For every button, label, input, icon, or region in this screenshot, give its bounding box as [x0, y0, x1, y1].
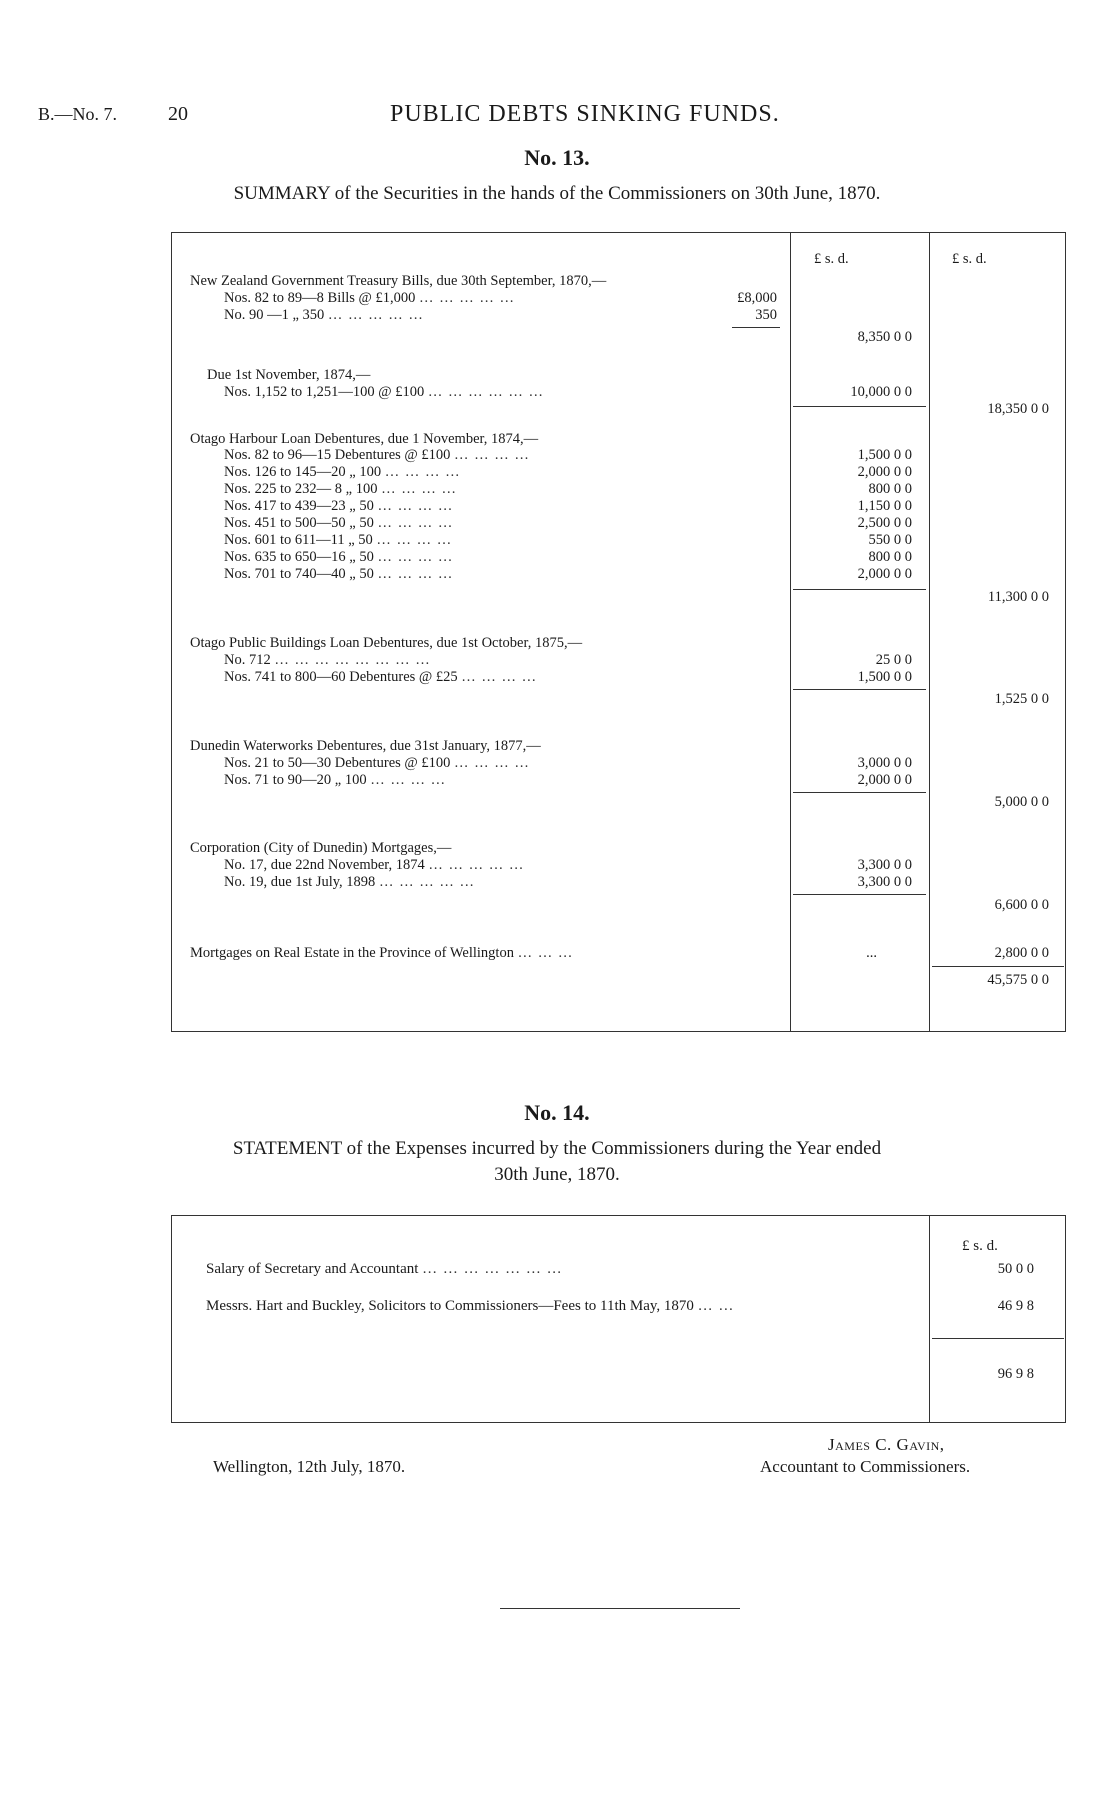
table-row: Nos. 21 to 50—30 Debentures @ £100 … … … …: [224, 755, 530, 771]
table-row: Nos. 601 to 611—11 „ 50 … … … …: [224, 532, 453, 548]
table-13-number: No. 13.: [524, 145, 590, 170]
row-amount: 10,000 0 0: [850, 384, 912, 400]
place-and-date: Wellington, 12th July, 1870.: [213, 1457, 406, 1476]
column-rule: [929, 233, 930, 1031]
row-amount: 800 0 0: [868, 549, 912, 565]
table-14-number: No. 14.: [524, 1100, 590, 1125]
signatory-title: Accountant to Commissioners.: [760, 1457, 971, 1476]
table-row: Nos. 126 to 145—20 „ 100 … … … …: [224, 464, 461, 480]
row-amount: 1,500 0 0: [857, 447, 912, 463]
row-amount: 2,000 0 0: [857, 566, 912, 582]
table-row: No. 712 … … … … … … … …: [224, 652, 431, 668]
column-header-pounds: £ s. d.: [814, 251, 849, 267]
row-description: Nos. 82 to 89—8 Bills @ £1,000 … … … … …: [224, 290, 516, 306]
row-description: Nos. 1,152 to 1,251—100 @ £100 … … … … … …: [224, 384, 544, 400]
row-amount: 46 9 8: [997, 1298, 1034, 1314]
total-rule: [932, 966, 1064, 967]
table-row: No. 17, due 22nd November, 1874 … … … … …: [224, 857, 525, 873]
subtotal-rule: [793, 894, 926, 895]
section-subheading: Due 1st November, 1874,—: [207, 367, 371, 383]
subtotal-rule: [793, 589, 926, 590]
column-rule: [790, 233, 791, 1031]
group-total: 18,350 0 0: [987, 401, 1049, 417]
row-amount: 1,150 0 0: [857, 498, 912, 514]
row-amount: £8,000: [737, 290, 777, 306]
row-amount: 3,300 0 0: [857, 857, 912, 873]
row-amount: 25 0 0: [875, 652, 912, 668]
subtotal-amount: 8,350 0 0: [857, 329, 912, 345]
column-header-pounds: £ s. d.: [952, 251, 987, 267]
group-total: 1,525 0 0: [994, 691, 1049, 707]
section-heading-nz-treasury: New Zealand Government Treasury Bills, due 30th September, 1870,—: [190, 273, 607, 289]
table-row: Nos. 82 to 96—15 Debentures @ £100 … … … …: [224, 447, 530, 463]
column-header-pounds: £ s. d.: [962, 1238, 998, 1254]
row-amount: 2,000 0 0: [857, 464, 912, 480]
table-row: Nos. 701 to 740—40 „ 50 … … … …: [224, 566, 454, 582]
document-reference: B.—No. 7.: [38, 104, 118, 124]
table-row: Messrs. Hart and Buckley, Solicitors to Commissioners—Fees to 11th May, 1870 … …: [206, 1298, 735, 1314]
signatory-name: James C. Gavin,: [828, 1435, 945, 1454]
table-14-title-line-1: STATEMENT of the Expenses incurred by the Commissioners during the Year ended: [232, 1138, 882, 1159]
row-amount: 50 0 0: [997, 1261, 1034, 1277]
subtotal-rule: [793, 689, 926, 690]
group-total: 6,600 0 0: [994, 897, 1049, 913]
row-amount: 1,500 0 0: [857, 669, 912, 685]
section-heading-dunedin-waterworks: Dunedin Waterworks Debentures, due 31st January, 1877,—: [190, 738, 541, 754]
table-row: Nos. 417 to 439—23 „ 50 … … … …: [224, 498, 454, 514]
wellington-mortgages-row: Mortgages on Real Estate in the Province of Wellington … … …: [190, 945, 574, 961]
row-amount: 800 0 0: [868, 481, 912, 497]
grand-total: 45,575 0 0: [987, 972, 1049, 988]
row-amount: 3,300 0 0: [857, 874, 912, 890]
group-total: 2,800 0 0: [994, 945, 1049, 961]
expenses-statement-table: [171, 1215, 1066, 1423]
section-heading-otago-public-buildings: Otago Public Buildings Loan Debentures, due 1st October, 1875,—: [190, 635, 583, 651]
row-amount: 2,000 0 0: [857, 772, 912, 788]
row-amount: 3,000 0 0: [857, 755, 912, 771]
running-title: PUBLIC DEBTS SINKING FUNDS.: [390, 101, 780, 127]
section-heading-dunedin-corporation: Corporation (City of Dunedin) Mortgages,—: [190, 840, 452, 856]
table-row: Nos. 71 to 90—20 „ 100 … … … …: [224, 772, 447, 788]
subtotal-rule: [793, 406, 926, 407]
section-heading-otago-harbour: Otago Harbour Loan Debentures, due 1 November, 1874,—: [190, 431, 539, 447]
table-13-title: SUMMARY of the Securities in the hands of the Commissioners on 30th June, 1870.: [233, 183, 881, 204]
group-total: 11,300 0 0: [987, 589, 1049, 605]
grand-total: 96 9 8: [997, 1366, 1034, 1382]
table-row: Nos. 451 to 500—50 „ 50 … … … …: [224, 515, 454, 531]
securities-summary-table: [171, 232, 1066, 1032]
row-amount: 350: [755, 307, 777, 323]
group-total: 5,000 0 0: [994, 794, 1049, 810]
table-14-title-line-2: 30th June, 1870.: [494, 1164, 620, 1185]
table-row: No. 19, due 1st July, 1898 … … … … …: [224, 874, 475, 890]
table-row: Nos. 225 to 232— 8 „ 100 … … … …: [224, 481, 457, 497]
row-amount: 550 0 0: [868, 532, 912, 548]
total-rule: [932, 1338, 1064, 1339]
row-description: No. 90 —1 „ 350 … … … … …: [224, 307, 424, 323]
table-row: Salary of Secretary and Accountant … … … … … … …: [206, 1261, 563, 1277]
table-row: Nos. 635 to 650—16 „ 50 … … … …: [224, 549, 454, 565]
row-amount: ...: [866, 945, 877, 961]
table-row: Nos. 741 to 800—60 Debentures @ £25 … … … …: [224, 669, 538, 685]
subtotal-rule: [732, 327, 780, 328]
subtotal-rule: [793, 792, 926, 793]
page-number: 20: [168, 103, 188, 125]
row-amount: 2,500 0 0: [857, 515, 912, 531]
column-rule: [929, 1216, 930, 1422]
closing-rule: [500, 1608, 740, 1609]
